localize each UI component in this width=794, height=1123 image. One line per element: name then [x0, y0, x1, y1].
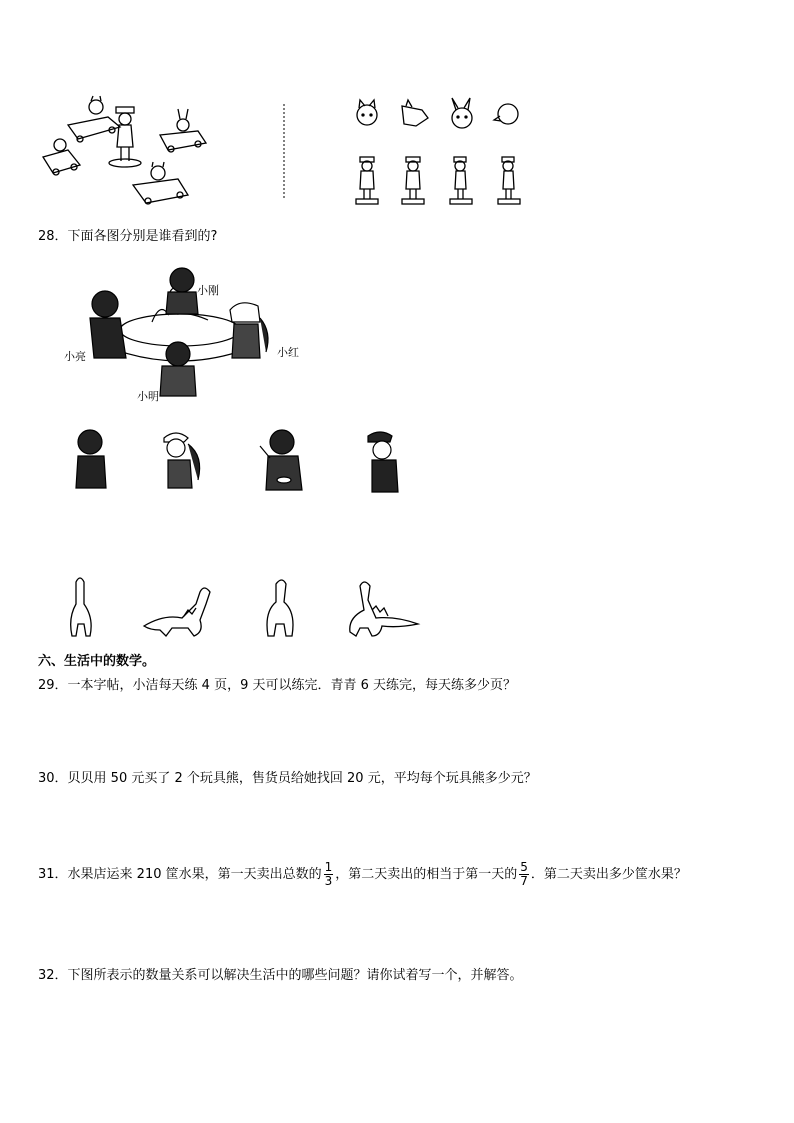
question-29-text: 29．一本字帖，小洁每天练 4 页，9 天可以练完．青青 6 天练完，每天练多少页？: [38, 678, 517, 693]
policeman-views-row: [350, 155, 530, 210]
question-31-part3: ．第二天卖出多少筐水果？: [530, 867, 687, 882]
question-31-part1: 31．水果店运来 210 筐水果，第一天卖出总数的: [38, 867, 322, 882]
fraction-one-third: [324, 861, 334, 888]
fraction-five-sevenths: [519, 861, 529, 888]
fraction-denominator: 7: [520, 874, 528, 888]
label-xiaoming: 小明: [137, 390, 159, 403]
fraction-denominator: 3: [324, 874, 333, 888]
table-dinosaur-scene: [90, 262, 280, 402]
divider-dashed-line: [282, 104, 286, 200]
car-scene-illustration: [38, 95, 228, 210]
label-xiaohong: 小红: [277, 346, 299, 359]
fraction-numerator: 5: [520, 860, 528, 874]
question-30-text: 30．贝贝用 50 元买了 2 个玩具熊，售货员给她找回 20 元，平均每个玩具熊多少元？: [38, 771, 537, 786]
question-31-text: [38, 860, 687, 890]
section-6-title: 六、生活中的数学。: [38, 654, 156, 669]
label-xiaoliang: 小亮: [64, 350, 86, 363]
question-32-text: 32．下图所表示的数量关系可以解决生活中的哪些问题？请你试着写一个，并解答。: [38, 968, 523, 983]
question-31-part2: ，第二天卖出的相当于第一天的: [335, 867, 518, 882]
animal-heads-row: [350, 96, 530, 132]
question-28-text: 28．下面各图分别是谁看到的?: [38, 229, 218, 244]
dinosaur-view-row: [64, 574, 424, 644]
label-xiaogang: 小刚: [197, 284, 219, 297]
fraction-numerator: 1: [324, 860, 333, 874]
kids-view-row: [72, 428, 412, 494]
